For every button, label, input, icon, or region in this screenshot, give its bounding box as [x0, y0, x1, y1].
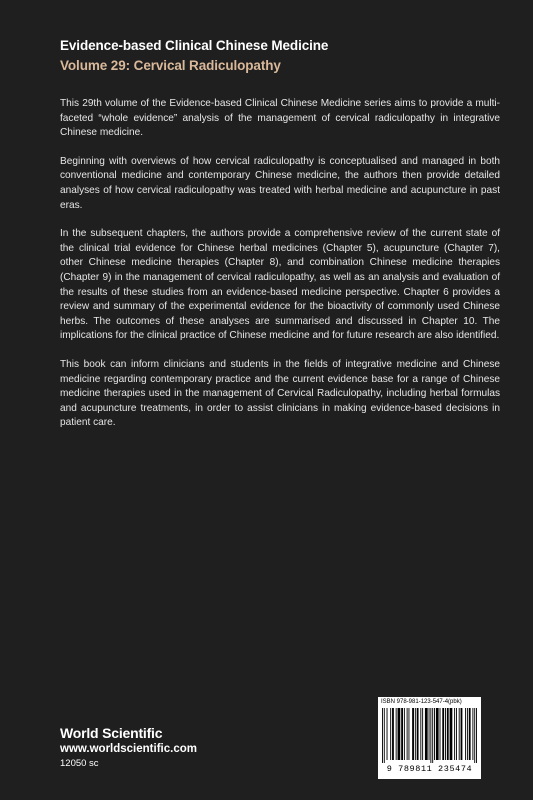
barcode-bar: [384, 708, 385, 763]
blurb-paragraph-3: In the subsequent chapters, the authors provide a comprehensive review of the current state of the clinical trial evidence for Chinese herbal medicines (Chapter 5), acupuncture (Chapter 7), other Chinese medicine therapies (Chapter 8), and combination Chinese medicine therapies (Chapter 9) in the management of cervical radiculopathy, as well as an analysis and evaluation of the results of these studies from an evidence-based medicine perspective. Chapter 6 provides a review and summary of the experimental evidence for the bioactivity of commonly used Chinese herbs. The outcomes of these analyses are summarised and discussed in Chapter 10. The implications for the clinical practice of Chinese medicine and for future research are also identified.: [60, 228, 500, 342]
barcode-bar: [454, 708, 455, 760]
publisher-url: www.worldscientific.com: [60, 743, 197, 755]
barcode-bar: [456, 708, 457, 760]
barcode-bar: [467, 708, 468, 760]
barcode-bar: [382, 708, 383, 763]
barcode-bar: [430, 708, 431, 763]
barcode-bar: [420, 708, 421, 760]
barcode-digits: 9 789811 235474: [386, 764, 473, 774]
blurb-paragraph-2: Beginning with overviews of how cervical radiculopathy is conceptualised and managed in both conventional medicine and contemporary Chinese medicine, the authors then provide detailed analyses of how cervical radiculopathy was treated with herbal medicine and acupuncture in past eras.: [60, 155, 500, 211]
barcode-bar: [412, 708, 414, 760]
barcode-bar: [469, 708, 471, 760]
isbn-label: ISBN 978-981-123-547-4(pbk): [381, 699, 462, 705]
barcode-bar: [415, 708, 416, 760]
barcode-bar: [442, 708, 444, 760]
publisher-name: World Scientific: [60, 725, 163, 741]
barcode-bar: [445, 708, 446, 760]
barcode-bar: [476, 708, 477, 763]
barcode-bar: [447, 708, 449, 760]
barcode-bar: [429, 708, 430, 760]
barcode-bar: [472, 708, 473, 760]
barcode-bar: [465, 708, 466, 760]
barcode-bar: [408, 708, 409, 760]
barcode-bar: [390, 708, 391, 760]
series-title: Evidence-based Clinical Chinese Medicine: [60, 38, 329, 53]
barcode-bar: [461, 708, 463, 760]
barcode-bar: [401, 708, 403, 760]
volume-title: Volume 29: Cervical Radiculopathy: [60, 58, 281, 73]
blurb-text: [60, 97, 500, 445]
barcode-bar: [425, 708, 428, 760]
barcode-bar: [422, 708, 423, 760]
barcode-bar: [398, 708, 401, 760]
barcode-bars-icon: [382, 708, 477, 763]
barcode-bar: [432, 708, 433, 763]
isbn-barcode: [378, 697, 481, 779]
barcode-bar: [434, 708, 435, 760]
barcode-bar: [396, 708, 397, 760]
barcode-bar: [450, 708, 453, 760]
blurb-paragraph-4: This book can inform clinicians and students in the fields of integrative medicine and Chinese medicine regarding contemporary practice and the current evidence base for a range of Chinese medicine therapies used in the management of Cervical Radiculopathy, including herbal formulas and acupuncture treatments, in order to assist clinicians in making evidence-based decisions in patient care.: [60, 358, 500, 429]
barcode-bar: [407, 708, 408, 760]
barcode-bar: [440, 708, 441, 760]
publisher-block: [60, 725, 197, 771]
blurb-paragraph-1: This 29th volume of the Evidence-based Clinical Chinese Medicine series aims to provide a multi-faceted “whole evidence” analysis of the management of cervical radiculopathy in integrative Chinese medicine.: [60, 98, 500, 139]
barcode-bar: [459, 708, 460, 760]
barcode-bar: [417, 708, 419, 760]
barcode-bar: [387, 708, 388, 760]
barcode-bar: [404, 708, 405, 760]
barcode-bar: [474, 708, 475, 763]
product-code: 12050 sc: [60, 758, 99, 769]
barcode-bar: [436, 708, 439, 760]
barcode-bar: [392, 708, 394, 760]
